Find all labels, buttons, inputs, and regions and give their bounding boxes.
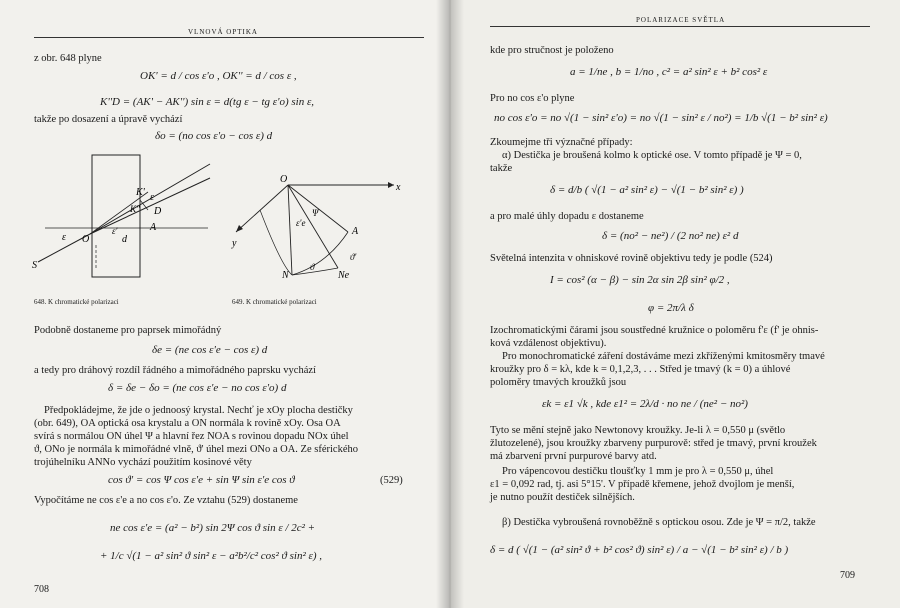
fig649-label: N	[282, 270, 289, 281]
figure-caption: 649. K chromatické polarizaci	[232, 298, 317, 306]
text-line: kroužky pro δ = kλ, kde k = 0,1,2,3, . . . Střed je tmavý (k = 0) a úhlové	[490, 364, 791, 375]
fig648-label: K'	[136, 187, 145, 198]
text-line: je nutno použít destiček silnějších.	[490, 492, 635, 503]
equation: δ = (no² − ne²) / (2 no² ne) ε² d	[602, 230, 739, 242]
fig649-label: y	[232, 238, 237, 249]
figure-649	[226, 170, 406, 292]
fig649-label: ε'e	[296, 218, 306, 228]
fig648-label: O	[82, 234, 90, 245]
fig648-label: D	[154, 206, 162, 217]
equation: + 1/c √(1 − a² sin² ϑ sin² ε − a²b²/c² cos² ϑ sin² ε) ,	[100, 550, 323, 562]
equation: K''D = (AK' − AK'') sin ε = d(tg ε − tg ε'o) sin ε,	[100, 96, 315, 108]
fig648-label: ε'	[112, 226, 118, 236]
text-line: Vypočítáme ne cos ε'e a no cos ε'o. Ze vztahu (529) dostaneme	[34, 495, 298, 506]
fig648-label: ε	[150, 192, 154, 203]
text-line: Podobně dostaneme pro paprsek mimořádný	[34, 325, 222, 336]
fig649-label: x	[396, 182, 401, 193]
text-line: ε1 = 0,092 rad, tj. asi 5°15'. V případě křemene, jehož dvojlom je menší,	[490, 479, 795, 490]
text-line: Světelná intenzita v ohniskové rovině objektivu tedy je podle (524)	[490, 253, 773, 264]
text-line: má zbarvení první purpurové barvy atd.	[490, 451, 657, 462]
text-line: ϑ, ONo je normála k mimořádné vlně, ϑ' úhel mezi ONo a OA. Ze sférického	[34, 444, 358, 455]
text-line: takže po dosazení a úpravě vychází	[34, 114, 183, 125]
book-gutter-shadow	[436, 0, 464, 608]
text-line: trojúhelníku ANNo vychází použitím kosinové věty	[34, 457, 252, 468]
text-line: Zkoumejme tři význačné případy:	[490, 137, 633, 148]
right-page	[450, 0, 900, 608]
text-line: takže	[490, 163, 513, 174]
equation: I = cos² (α − β) − sin 2α sin 2β sin² φ/2 ,	[550, 274, 730, 286]
text-line: Pro vápencovou destičku tloušťky 1 mm je pro λ = 0,550 μ, úhel	[502, 466, 774, 477]
text-line: Pro no cos ε'o plyne	[490, 93, 575, 104]
fig649-label: Ne	[338, 270, 350, 281]
text-line: kde pro stručnost je položeno	[490, 45, 614, 56]
text-line: a pro malé úhly dopadu ε dostaneme	[490, 211, 644, 222]
page-number: 709	[840, 570, 855, 581]
equation: OK' = d / cos ε'o , OK'' = d / cos ε ,	[140, 70, 297, 82]
equation: δ = d/b ( √(1 − a² sin² ε) − √(1 − b² sin² ε) )	[550, 184, 744, 196]
equation: δ = d ( √(1 − (a² sin² ϑ + b² cos² ϑ) sin² ε) / a − √(1 − b² sin² ε) / b )	[490, 544, 789, 556]
text-line: svírá s normálou ON úhel Ψ a hlavní řez NOA s rovinou dopadu NOx úhel	[34, 431, 349, 442]
text-line: poloměry tmavých kroužků jsou	[490, 377, 627, 388]
equation: a = 1/ne , b = 1/no , c² = a² sin² ε + b² cos² ε	[570, 66, 768, 78]
text-line: a tedy pro dráhový rozdíl řádného a mimořádného paprsku vychází	[34, 365, 316, 376]
equation: δe = (ne cos ε'e − cos ε) d	[152, 344, 268, 356]
equation: φ = 2π/λ δ	[648, 302, 694, 314]
fig648-label: d	[122, 234, 127, 245]
fig649-label: ϑ'	[350, 252, 357, 262]
fig649-label: Ψ	[312, 208, 319, 218]
text-line: (obr. 649), OA optická osa krystalu a ON normála k rovině xOy. Osa OA	[34, 418, 341, 429]
text-line: α) Destička je broušená kolmo k optické ose. V tomto případě je Ψ = 0,	[502, 150, 802, 161]
text-line: Izochromatickými čárami jsou soustředné kružnice o poloměru f'ε (f' je ohnis-	[490, 325, 819, 336]
fig648-label: A	[150, 222, 157, 233]
figure-caption: 648. K chromatické polarizaci	[34, 298, 119, 306]
running-header: POLARIZACE SVĚTLA	[636, 16, 726, 24]
equation: no cos ε'o = no √(1 − sin² ε'o) = no √(1 − sin² ε / no²) = 1/b √(1 − b² sin² ε)	[494, 112, 828, 124]
header-rule	[34, 37, 424, 38]
text-line: ková vzdálenost objektivu).	[490, 338, 607, 349]
fig649-label: O	[280, 174, 288, 185]
figure-648	[30, 150, 220, 280]
text-line: Předpokládejme, že jde o jednoosý krystal. Nechť je xOy plocha destičky	[44, 405, 353, 416]
fig648-label: K''	[130, 204, 140, 214]
fig648-label: S	[32, 260, 37, 271]
text-line: z obr. 648 plyne	[34, 53, 102, 64]
fig649-label: ϑ	[310, 262, 315, 272]
equation: ne cos ε'e = (a² − b²) sin 2Ψ cos ϑ sin ε / 2c² +	[110, 522, 316, 534]
text-line: Pro monochromatické záření dostáváme mezi zkříženými kmitosměry tmavé	[502, 351, 825, 362]
equation-number: (529)	[380, 475, 403, 486]
text-line: β) Destička vybroušená rovnoběžně s optickou osou. Zde je Ψ = π/2, takže	[502, 517, 816, 528]
text-line: Tyto se mění stejně jako Newtonovy kroužky. Je-li λ = 0,550 μ (světlo	[490, 425, 786, 436]
equation: δo = (no cos ε'o − cos ε) d	[155, 130, 273, 142]
equation: εk = ε1 √k , kde ε1² = 2λ/d · no ne / (ne² − no²)	[542, 398, 748, 410]
header-rule	[490, 26, 870, 27]
fig648-label: ε	[62, 232, 66, 243]
equation: δ = δe − δo = (ne cos ε'e − no cos ε'o) d	[108, 382, 287, 394]
running-header: VLNOVÁ OPTIKA	[188, 28, 258, 36]
fig649-label: A	[352, 226, 359, 237]
page-number: 708	[34, 584, 49, 595]
equation: cos ϑ' = cos Ψ cos ε'e + sin Ψ sin ε'e cos ϑ	[108, 474, 295, 486]
text-line: žlutozelené), jsou kroužky zbarveny purpurově: střed je tmavý, první kroužek	[490, 438, 817, 449]
